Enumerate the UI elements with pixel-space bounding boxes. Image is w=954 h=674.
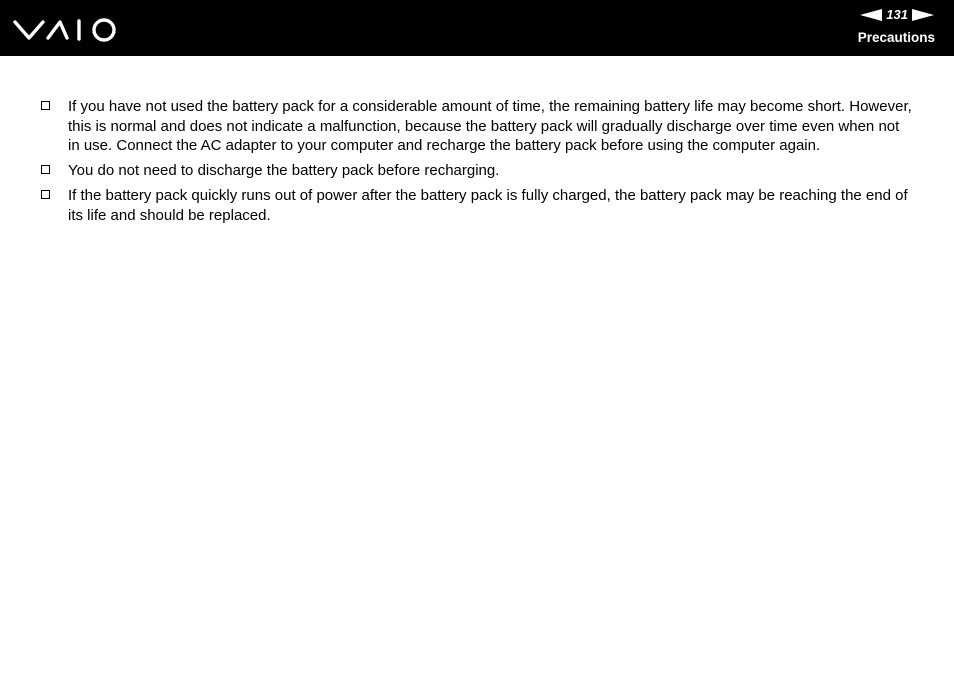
precautions-list (40, 97, 912, 231)
prev-page-arrow-icon[interactable] (860, 9, 882, 21)
page-navigation (860, 6, 934, 24)
vaio-logo (12, 14, 122, 44)
page-number: 131 (886, 7, 908, 22)
list-item-text: If you have not used the battery pack for a considerable amount of time, the remaining battery life may become short. However, this is normal and does not indicate a malfunction, because the battery pack will gradually discharge over time even when not in use. Connect the AC adapter to your computer and recharge the battery pack before using the computer again. (68, 98, 912, 154)
list-item (40, 161, 912, 181)
next-page-arrow-icon[interactable] (912, 9, 934, 21)
section-title: Precautions (857, 30, 935, 45)
list-item (40, 97, 912, 156)
list-item-text: If the battery pack quickly runs out of power after the battery pack is fully charged, the battery pack may be reaching the end of its life and should be replaced. (68, 187, 908, 224)
header-bar (0, 0, 954, 56)
list-item-text: You do not need to discharge the battery pack before recharging. (68, 162, 500, 179)
checkbox-bullet-icon (41, 190, 50, 199)
list-item (40, 186, 912, 225)
checkbox-bullet-icon (41, 165, 50, 174)
checkbox-bullet-icon (41, 101, 50, 110)
